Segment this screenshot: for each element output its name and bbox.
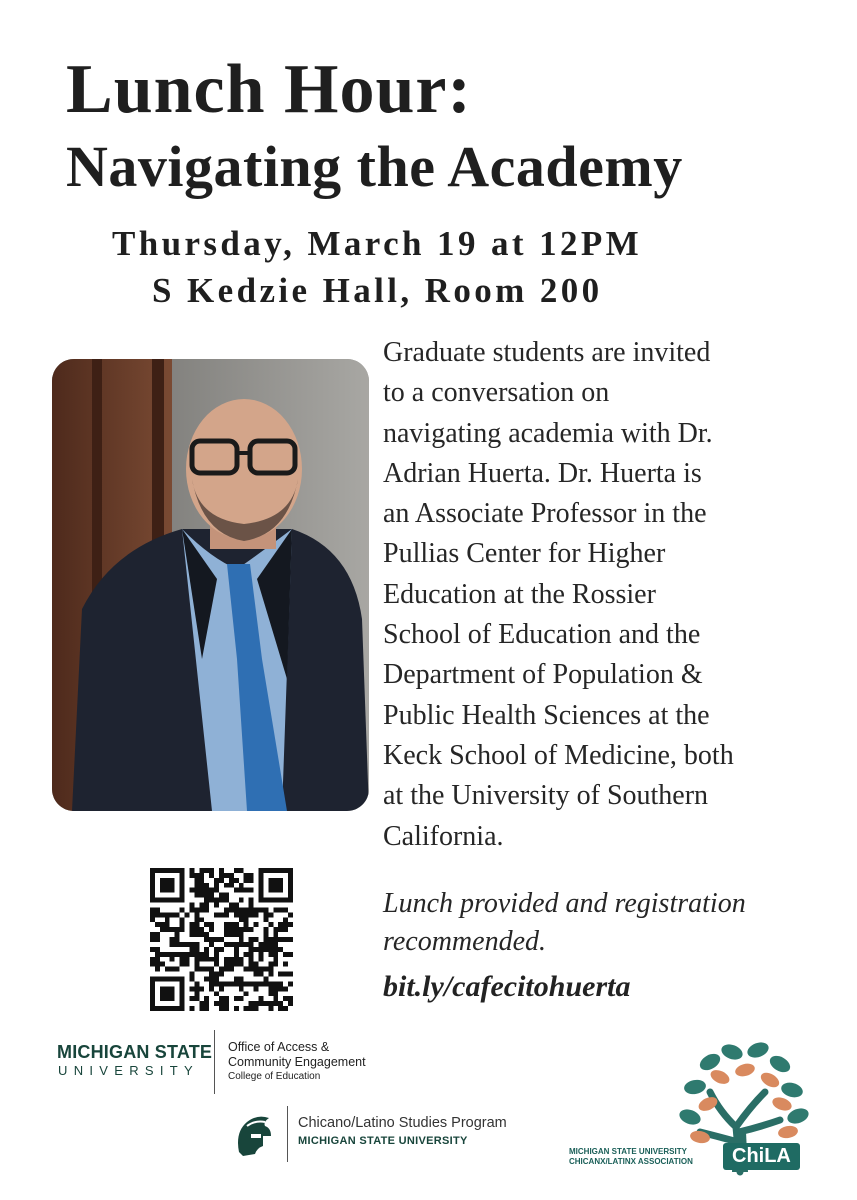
description-line: Public Health Sciences at the — [383, 699, 710, 731]
description-line: Adrian Huerta. Dr. Huerta is — [383, 457, 702, 489]
event-title-line2: Navigating the Academy — [66, 134, 683, 199]
qr-code-icon[interactable] — [150, 868, 293, 1011]
logo-divider — [214, 1030, 215, 1094]
chila-association-name: CHICANX/LATINX ASSOCIATION — [569, 1157, 693, 1166]
description-line: Keck School of Medicine, both — [383, 739, 734, 771]
registration-link[interactable]: bit.ly/cafecitohuerta — [383, 970, 631, 1003]
description-line: Pullias Center for Higher — [383, 538, 666, 570]
description-line: Graduate students are invited — [383, 337, 711, 368]
chila-university-name: MICHIGAN STATE UNIVERSITY — [569, 1147, 687, 1156]
spartan-helmet-icon — [233, 1112, 275, 1158]
note-line: Lunch provided and registration — [383, 888, 746, 919]
office-name-line2: Community Engagement — [228, 1055, 366, 1069]
description-line: School of Education and the — [383, 619, 701, 651]
event-date: Thursday, March 19 at 12PM — [112, 224, 643, 263]
speaker-photo — [52, 359, 369, 811]
event-title-line1: Lunch Hour: — [66, 51, 472, 128]
cls-program-name: Chicano/Latino Studies Program — [298, 1115, 507, 1131]
logo-divider — [287, 1106, 288, 1162]
description-line: California. — [383, 820, 504, 852]
description-line: at the University of Southern — [383, 780, 709, 812]
college-name: College of Education — [228, 1071, 321, 1082]
description-line: navigating academia with Dr. — [383, 417, 713, 449]
lunch-note — [383, 885, 746, 961]
event-description — [383, 333, 843, 857]
chila-logo-text: ChiLA — [723, 1143, 800, 1170]
msu-wordmark-line1: MICHIGAN STATE — [57, 1042, 213, 1062]
note-line: recommended. — [383, 926, 547, 957]
description-line: an Associate Professor in the — [383, 498, 707, 530]
description-line: to a conversation on — [383, 377, 610, 409]
msu-wordmark-line2: UNIVERSITY — [58, 1063, 200, 1078]
cls-university-name: MICHIGAN STATE UNIVERSITY — [298, 1135, 468, 1147]
office-name-line1: Office of Access & — [228, 1040, 330, 1054]
description-line: Department of Population & — [383, 659, 703, 691]
event-location: S Kedzie Hall, Room 200 — [152, 271, 603, 310]
description-line: Education at the Rossier — [383, 578, 656, 610]
